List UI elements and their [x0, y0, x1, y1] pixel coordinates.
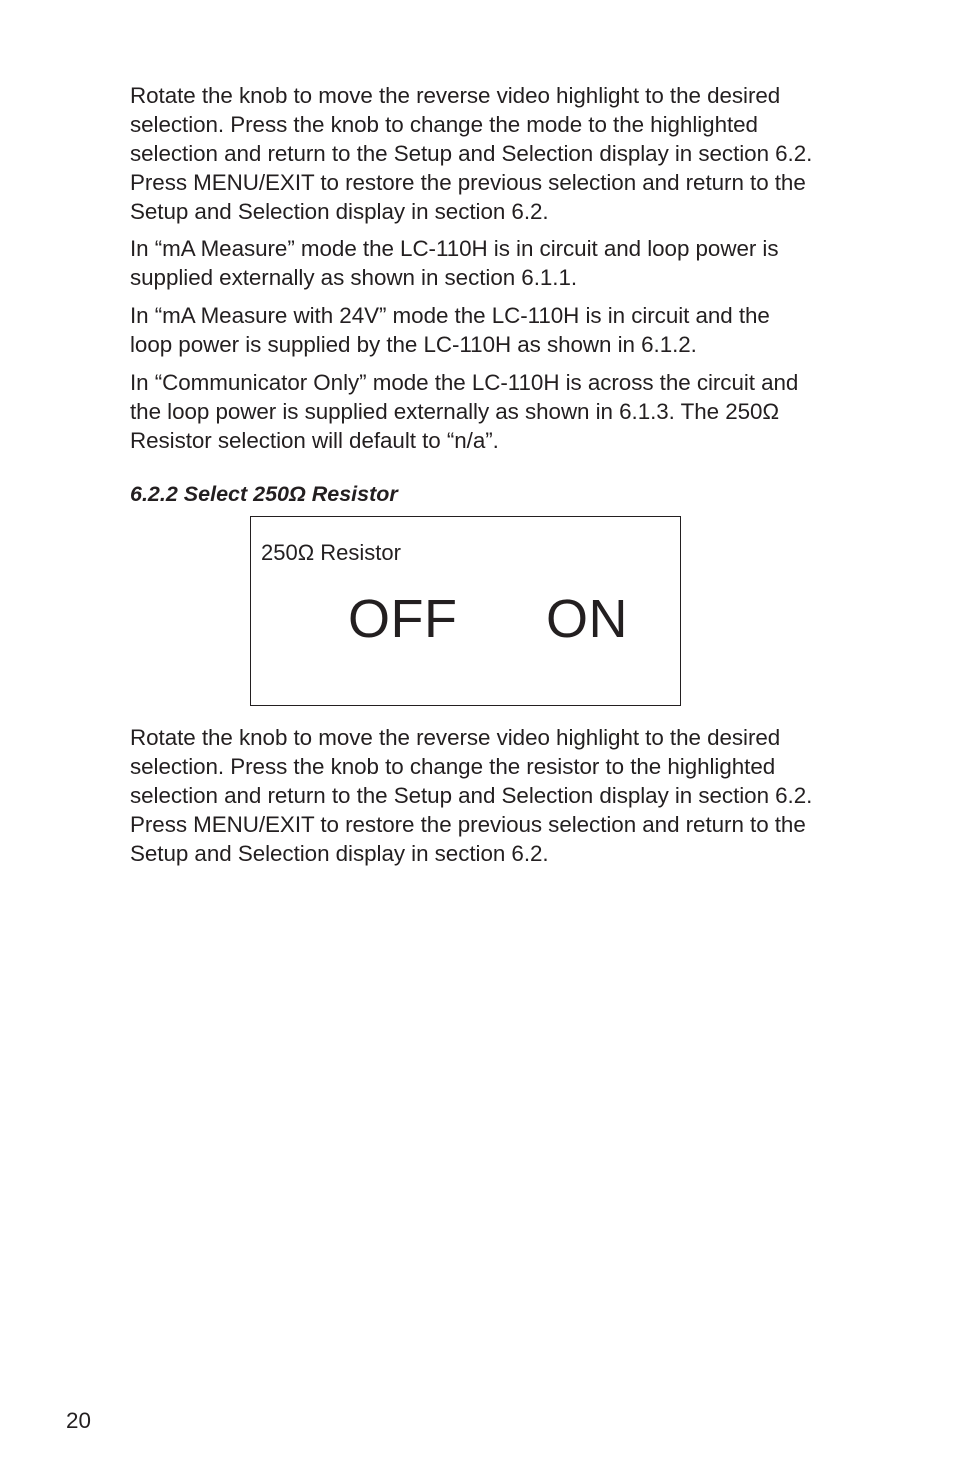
page-number: 20: [66, 1408, 91, 1433]
paragraph-communicator-only: In “Communicator Only” mode the LC-110H is across the circuit and the loop power is supplied externally as shown in 6.1.3. The 250Ω Resistor selection will default to “n/a”.: [130, 370, 799, 453]
display-title: 250Ω Resistor: [261, 540, 401, 565]
option-on: ON: [546, 589, 628, 649]
lcd-display-illustration: [250, 516, 681, 706]
paragraph-ma-measure: In “mA Measure” mode the LC-110H is in circuit and loop power is supplied externally as shown in section 6.1.1.: [130, 236, 779, 290]
paragraph-mode-instructions: Rotate the knob to move the reverse video highlight to the desired selection. Press the knob to change the mode to the highlighted selection and return to the Setup and Selection display in section 6.2. Press MENU/EXIT to restore the previous selection and return to the Setup and Selection display in section 6.2.: [130, 83, 813, 224]
paragraph-resistor-instructions: Rotate the knob to move the reverse video highlight to the desired selection. Press the knob to change the resistor to the highlighted selection and return to the Setup and Selection display in section 6.2. Press MENU/EXIT to restore the previous selection and return to the Setup and Selection display in section 6.2.: [130, 725, 813, 866]
option-off: OFF: [348, 589, 458, 649]
paragraph-ma-measure-24v: In “mA Measure with 24V” mode the LC-110H is in circuit and the loop power is supplied by the LC-110H as shown in 6.1.2.: [130, 303, 770, 357]
section-heading: 6.2.2 Select 250Ω Resistor: [130, 482, 398, 506]
